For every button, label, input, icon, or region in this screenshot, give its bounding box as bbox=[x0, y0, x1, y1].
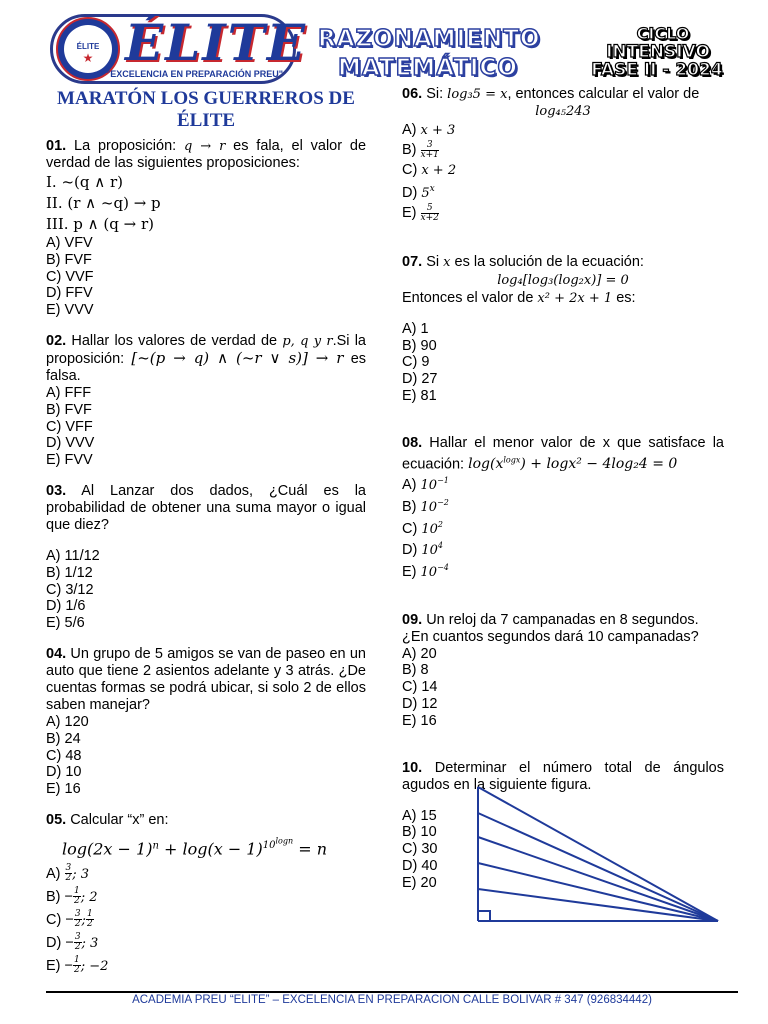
question-09: 09. Un reloj da 7 campanadas en 8 segundos. ¿En cuantos segundos dará 10 campanadas? A) 20 B) 8 C) 14 D) 12 E) 16 bbox=[402, 612, 724, 730]
option-d: D) 10 bbox=[46, 764, 82, 781]
option-e: E) − $\frac{1}{2}$ ; −2 bbox=[46, 955, 109, 976]
course-title-line2: MATEMÁTICO bbox=[338, 55, 518, 81]
option-e: E) 81 bbox=[402, 388, 437, 405]
equation: $\log(2x - 1)^n + \log(x - 1)^{10^{logn}} = n$ bbox=[62, 836, 328, 859]
question-07: 07. Si x es la solución de la ecuación: log₄[log₃(log₂x)] = 0 Entonces el valor de x² + 2x + 1 es: A) 1 B) 90 C) 9 D) 27 E) 81 bbox=[402, 254, 724, 405]
option-e: E) 16 bbox=[46, 781, 81, 798]
seal-star-icon: ★ bbox=[82, 51, 94, 65]
option-b: B) 10 bbox=[402, 824, 437, 841]
option-b: B) 24 bbox=[46, 730, 81, 747]
option-c: C) 3/12 bbox=[46, 581, 94, 598]
option-c: C) $10^2$ bbox=[402, 519, 443, 537]
option-d: D) 1/6 bbox=[46, 598, 86, 615]
question-04: 04. Un grupo de 5 amigos se van de paseo en un auto que tiene 2 asientos adelante y 3 atrás. ¿De cuentas formas se podrá ubicar, si solo 2 de ellos saben manejar? A) 120 B) 24 C) 48 D) 10 E) 16 bbox=[46, 645, 366, 798]
option-a: A) 11/12 bbox=[46, 547, 100, 564]
cycle-line3: FASE II - 2024 bbox=[591, 60, 723, 80]
option-a: A) x + 3 bbox=[402, 122, 456, 138]
option-b: B) $\frac{3}{x+1}$ bbox=[402, 139, 439, 160]
option-c: C) VFF bbox=[46, 418, 93, 435]
cycle-line2: INTENSIVO bbox=[606, 42, 710, 62]
option-b: B) 1/12 bbox=[46, 564, 93, 581]
option-b: B) − $\frac{1}{2}$ ; 2 bbox=[46, 886, 98, 907]
question-06: 06. Si: log₃5 = x, entonces calcular el valor de log₄₅243 A) x + 3 B) $\frac{3}{x+1}$ C) x + 2 D) 5$^x$ E) $\frac{5}{x+2}$ bbox=[402, 86, 724, 224]
question-03: 03. Al Lanzar dos dados, ¿Cuál es la probabilidad de obtener una suma mayor o igual que diez? A) 11/12 B) 1/12 C) 3/12 D) 1/6 E) 5/6 bbox=[46, 482, 367, 632]
equation: log₄[log₃(log₂x)] = 0 bbox=[497, 272, 629, 288]
option-c: C) 30 bbox=[402, 841, 438, 858]
option-e: E) VVV bbox=[46, 302, 94, 319]
option-c: C) VVF bbox=[46, 268, 94, 285]
option-d: D) $10^4$ bbox=[402, 541, 443, 559]
option-c: C) 9 bbox=[402, 354, 430, 371]
left-column bbox=[46, 88, 366, 978]
proposition-item: I. ~(q ∧ r) bbox=[46, 173, 124, 191]
right-angle-mark bbox=[478, 911, 490, 921]
acute-angles-figure bbox=[474, 785, 724, 927]
option-d: D) 12 bbox=[402, 695, 438, 712]
option-e: E) FVV bbox=[46, 452, 93, 469]
option-d: D) 40 bbox=[402, 857, 438, 874]
option-c: C) 14 bbox=[402, 679, 438, 696]
question-10: 10. Determinar el número total de ángulos agudos en la siguiente figura. A) 15 B) 10 C) 30 D) 40 E) 20 bbox=[402, 759, 724, 891]
ray-3 bbox=[478, 837, 718, 921]
option-b: B) $10^{-2}$ bbox=[402, 498, 449, 515]
option-d: D) VVV bbox=[46, 435, 95, 452]
question-01: 01. La proposición: q → r es fala, el valor de verdad de las siguientes proposiciones: I. ~(q ∧ r) II. (r ∧ ~q) → p III. p ∧ (q → r) A) VFV B) FVF C) VVF D) FFV E) VVV bbox=[46, 138, 367, 319]
proposition-item: II. (r ∧ ~q) → p bbox=[46, 194, 161, 212]
option-c: C) 48 bbox=[46, 747, 82, 764]
option-a: A) VFV bbox=[46, 235, 93, 251]
cycle-line1: CICLO bbox=[636, 24, 690, 43]
option-a: A) 120 bbox=[46, 713, 89, 730]
option-a: A) 1 bbox=[402, 320, 429, 337]
question-05: 05. Calcular “x” en: $\log(2x - 1)^n + \log(x - 1)^{10^{logn}} = n$ A) $\frac{3}{2}$ ; 3 B) − $\frac{1}{2}$ ; 2 C) − $\frac{3}{2}$ ; $\frac{1}{2}$ D) − $\frac{3}{2}$ ; 3 E) − $\frac{1}{2}$ ; −2 bbox=[46, 812, 366, 978]
footer-divider bbox=[46, 991, 738, 993]
option-d: D) FFV bbox=[46, 285, 93, 302]
ray-1 bbox=[478, 787, 718, 921]
ray-4 bbox=[478, 863, 718, 921]
option-e: E) 20 bbox=[402, 874, 437, 891]
question-08: 08. Hallar el menor valor de x que satisface la ecuación: $\log(x^{logx}) + \log x^2 - 4\log_24 = 0$ A) $10^{-1}$ B) $10^{-2}$ C) $10^2$ D) $10^4$ E) $10^{-4}$ bbox=[402, 434, 724, 580]
option-b: B) 8 bbox=[402, 662, 429, 679]
option-e: E) 16 bbox=[402, 712, 437, 729]
option-b: B) FVF bbox=[46, 401, 92, 418]
option-d: D) 27 bbox=[402, 371, 438, 388]
option-e: E) $\frac{5}{x+2}$ bbox=[402, 202, 439, 223]
option-a: A) 15 bbox=[402, 807, 437, 824]
option-e: E) 5/6 bbox=[46, 615, 85, 632]
option-c: C) − $\frac{3}{2}$ ; $\frac{1}{2}$ bbox=[46, 909, 93, 930]
slogan: "EXCELENCIA EN PREPARACIÓN PREU" bbox=[106, 69, 284, 79]
option-b: B) 90 bbox=[402, 337, 437, 354]
page-title: MARATÓN LOS GUERREROS DE ÉLITE bbox=[57, 88, 355, 131]
question-02: 02. Hallar los valores de verdad de p, q y r.Si la proposición: [~(p → q) ∧ (~r ∨ s)] → r es falsa. A) FFF B) FVF C) VFF D) VVV E) FVV bbox=[46, 332, 367, 469]
option-d: D) 5$^x$ bbox=[402, 184, 435, 201]
option-a: A) $10^{-1}$ bbox=[402, 476, 449, 494]
course-title-line1: RAZONAMIENTO bbox=[318, 26, 541, 52]
footer-text: ACADEMIA PREU “ELITE” – EXCELENCIA EN PREPARACION CALLE BOLIVAR # 347 (926834442) bbox=[132, 994, 652, 1006]
option-c: C) x + 2 bbox=[402, 162, 457, 178]
right-column bbox=[402, 86, 724, 892]
option-d: D) − $\frac{3}{2}$ ; 3 bbox=[46, 932, 99, 953]
option-a: A) FFF bbox=[46, 384, 92, 401]
option-a: A) 20 bbox=[402, 645, 437, 662]
seal-text: ÉLITE bbox=[76, 42, 100, 51]
proposition-item: III. p ∧ (q → r) bbox=[46, 215, 155, 233]
option-a: A) $\frac{3}{2}$ ; 3 bbox=[46, 863, 90, 884]
option-b: B) FVF bbox=[46, 251, 92, 268]
option-e: E) $10^{-4}$ bbox=[402, 562, 449, 580]
brand-logo-text: ÉLITE bbox=[125, 13, 307, 72]
